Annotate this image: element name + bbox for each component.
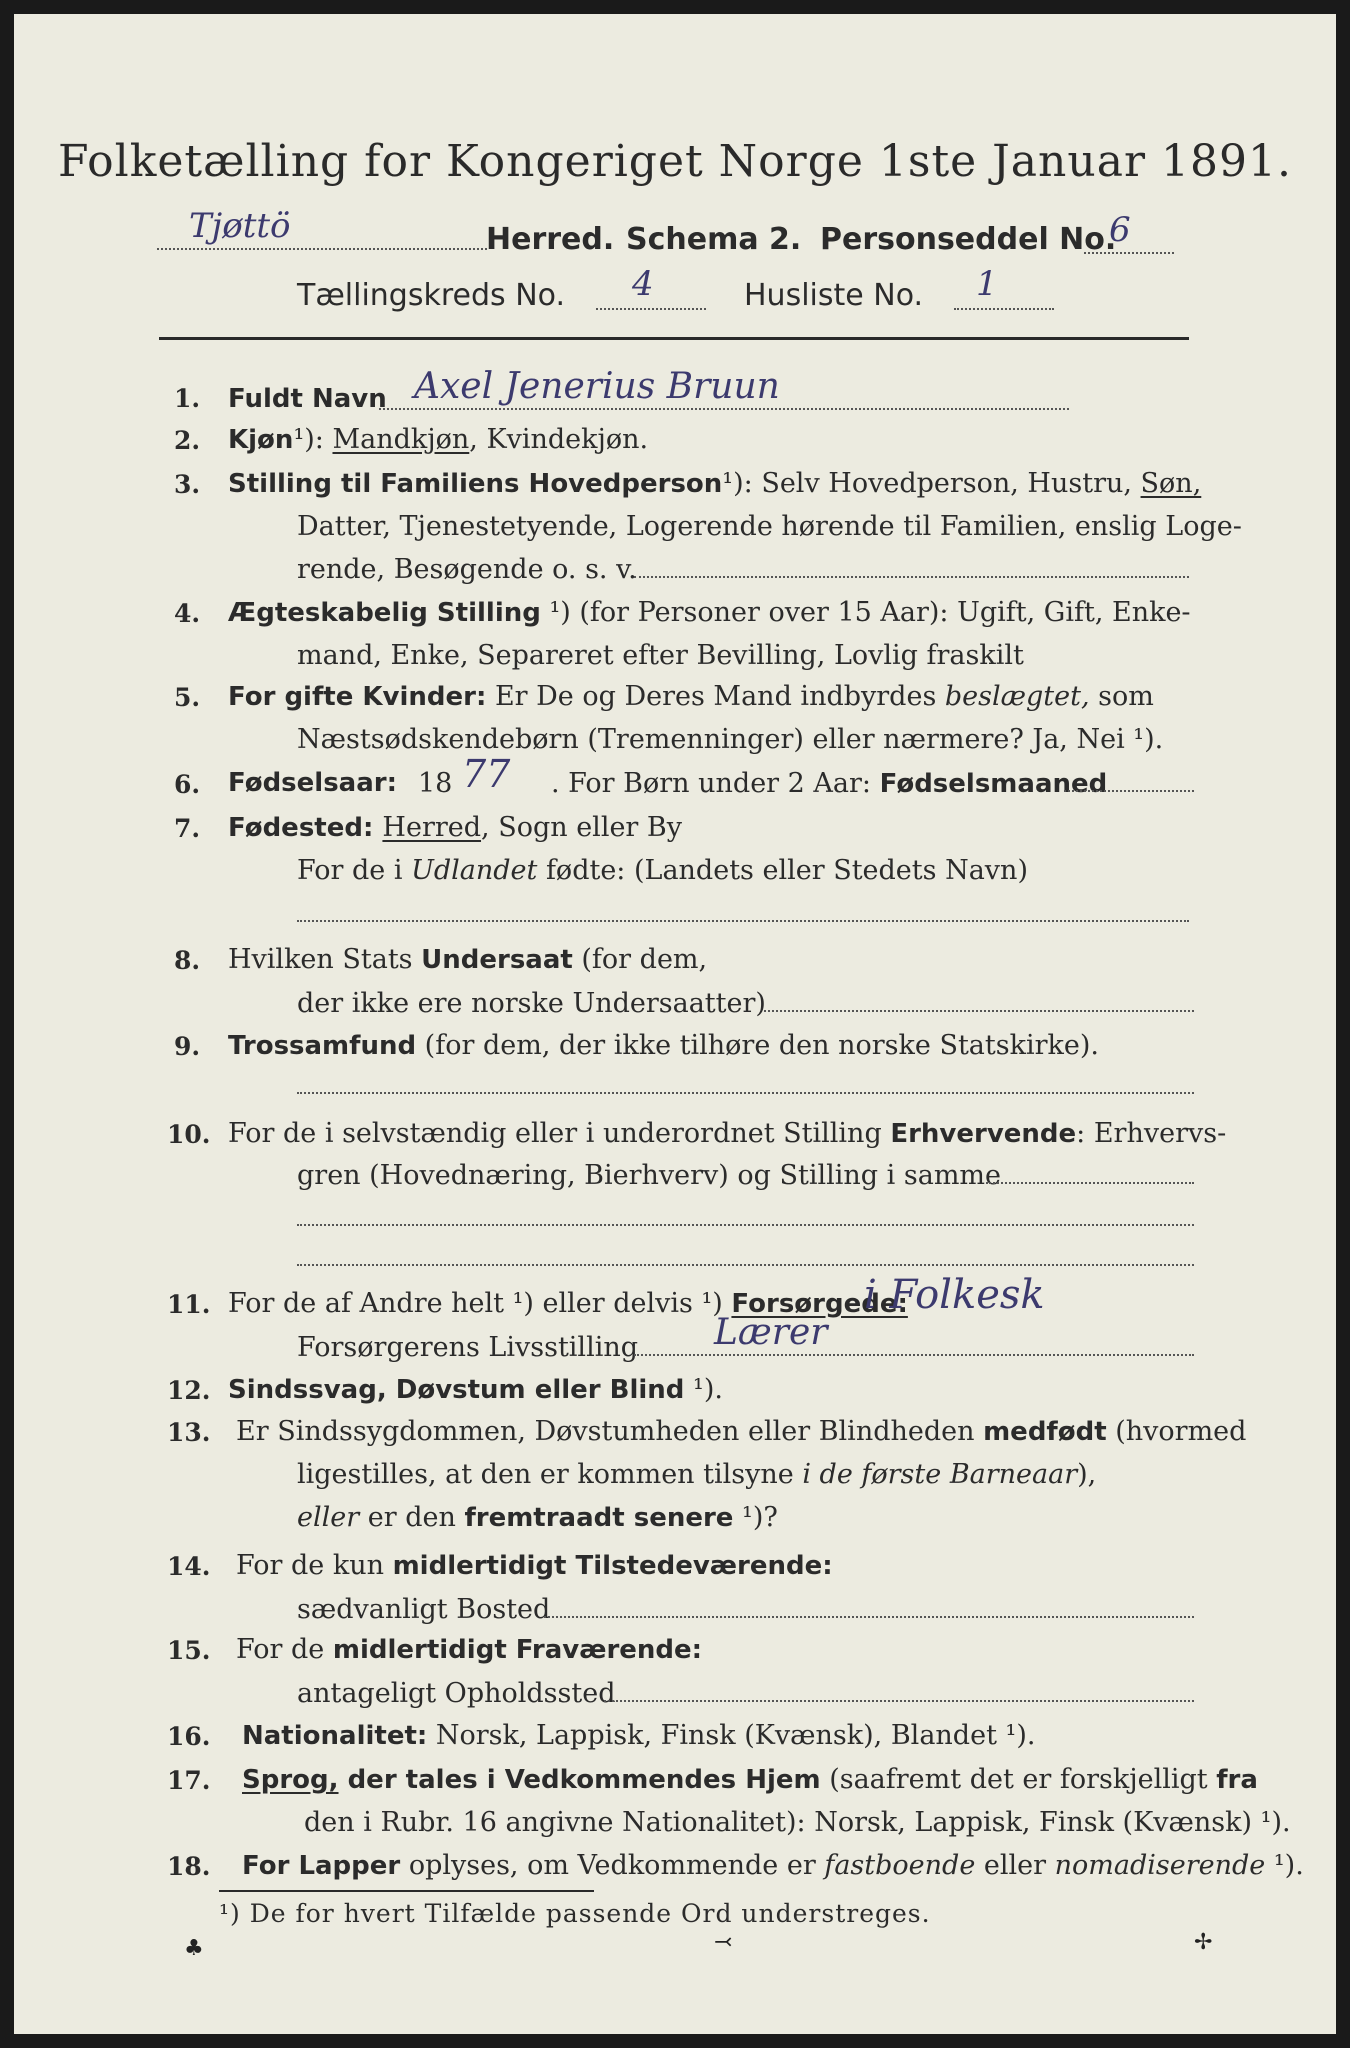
erhverv-dotted-line-3 (297, 1264, 1194, 1266)
stilling-dotted-line (634, 576, 1189, 578)
erhverv-line-1: For de i selvstændig eller i underordnet Stilling Erhvervende: Erhvervs- (228, 1118, 1227, 1149)
item-number: 8. (174, 946, 201, 975)
herred-label: Herred. (486, 222, 615, 257)
stilling-selected-option: Søn, (1140, 468, 1202, 499)
stilling-line-3: rende, Besøgende o. s. v. (297, 554, 637, 585)
trossamfund-dotted-line (297, 1092, 1194, 1094)
gifte-kvinder-line-1: For gifte Kvinder: Er De og Deres Mand indbyrdes beslægtet, som (228, 681, 1154, 712)
erhverv-line-2: gren (Hovednæring, Bierhverv) og Stilling i samme (297, 1160, 1002, 1191)
header-divider (159, 337, 1189, 340)
personseddel-label: Personseddel No. (820, 222, 1117, 257)
tellingskreds-no: 4 (632, 264, 654, 304)
ink-mark: ♣ (184, 1936, 204, 1961)
item-number: 13. (167, 1418, 211, 1447)
husliste-label: Husliste No. (744, 278, 924, 313)
footnote: ¹) De for hvert Tilfælde passende Ord understreges. (219, 1899, 931, 1928)
stilling-line-2: Datter, Tjenestetyende, Logerende hørende til Familien, enslig Loge- (297, 511, 1242, 542)
item-number: 16. (167, 1722, 211, 1751)
kjon-selected-option: Mandkjøn (332, 424, 470, 455)
item-number: 9. (174, 1032, 201, 1061)
forsorgede-value-2: Lærer (714, 1312, 828, 1353)
sprog-line-1: Sprog, der tales i Vedkommendes Hjem (saafremt det er forskjelligt fra (242, 1764, 1258, 1795)
census-form-sheet (14, 14, 1336, 2034)
aegteskab-line-1: Ægteskabelig Stilling ¹) (for Personer over 15 Aar): Ugift, Gift, Enke- (228, 597, 1191, 628)
forsorgede-line-2: Forsørgerens Livsstilling (297, 1332, 639, 1363)
nationalitet-line: Nationalitet: Norsk, Lappisk, Finsk (Kvænsk), Blandet ¹). (242, 1720, 1036, 1751)
fravaerende-line-1: For de midlertidigt Fraværende: (236, 1634, 703, 1665)
forsorgede-value-1: i Folkesk (864, 1272, 1045, 1318)
fuldt-navn-value: Axel Jenerius Bruun (414, 366, 780, 407)
undersaat-line-1: Hvilken Stats Undersaat (for dem, (228, 944, 708, 975)
item-number: 11. (167, 1290, 211, 1319)
item-number: 5. (174, 683, 201, 712)
herred-dotted-line (157, 248, 487, 250)
personseddel-dotted-line (1084, 252, 1174, 254)
name-dotted-line (379, 408, 1069, 410)
form-title: Folketælling for Kongeriget Norge 1ste Januar 1891. (58, 136, 1292, 187)
husliste-no: 1 (976, 264, 998, 304)
aegteskab-line-2: mand, Enke, Separeret efter Bevilling, Lovlig fraskilt (297, 640, 1024, 671)
item-number: 15. (167, 1636, 211, 1665)
item-number: 2. (174, 426, 201, 455)
fodselsaar-label: Fødselsaar: (228, 768, 397, 798)
gifte-kvinder-line-2: Næstsødskendebørn (Tremenninger) eller nærmere? Ja, Nei ¹). (297, 724, 1164, 755)
sindssvag-line: Sindssvag, Døvstum eller Blind ¹). (228, 1374, 723, 1405)
lapper-line: For Lapper oplyses, om Vedkommende er fastboende eller nomadiserende ¹). (242, 1850, 1304, 1881)
item-number: 18. (167, 1852, 211, 1881)
tellingskreds-dotted-line (596, 308, 706, 310)
footnote-divider (219, 1890, 594, 1892)
fodested-line-1: Fødested: Herred, Sogn eller By (228, 812, 683, 843)
stilling-line-1: Stilling til Familiens Hovedperson¹): Selv Hovedperson, Hustru, Søn, (228, 468, 1202, 499)
fodested-dotted-line (297, 920, 1189, 922)
undersaat-line-2: der ikke ere norske Undersaatter) (297, 988, 766, 1019)
erhverv-dotted-line-2 (297, 1224, 1194, 1226)
erhverv-dotted-line-1 (986, 1182, 1194, 1184)
tellingskreds-label: Tællingskreds No. (297, 278, 565, 313)
ink-mark: ⤙ (714, 1930, 733, 1955)
item-number: 3. (174, 470, 201, 499)
fodselsmaaned-dotted-line (1064, 790, 1194, 792)
item-number: 12. (167, 1376, 211, 1405)
fravaerende-line-2: antageligt Opholdssted (297, 1678, 616, 1709)
tilstedevaerende-line-1: For de kun midlertidigt Tilstedeværende: (236, 1550, 833, 1581)
forsorgede-dotted-line (634, 1354, 1194, 1356)
fodselsaar-value: 77 (462, 752, 511, 796)
fuldt-navn-label: Fuldt Navn (228, 384, 387, 414)
fodested-line-2: For de i Udlandet fødte: (Landets eller Stedets Navn) (297, 855, 1028, 886)
item-number: 14. (167, 1552, 211, 1581)
fodselsmaaned-line: . For Børn under 2 Aar: Fødselsmaaned (551, 768, 1108, 799)
fodested-selected-option: Herred (382, 812, 482, 843)
item-number: 6. (174, 770, 201, 799)
tilstedevaerende-line-2: sædvanligt Bosted (297, 1594, 551, 1625)
medfodt-line-1: Er Sindssygdommen, Døvstumheden eller Blindheden medfødt (hvormed (236, 1416, 1247, 1447)
schema-label: Schema 2. (626, 222, 802, 257)
kjon-line: Kjøn¹): Mandkjøn, Kvindekjøn. (228, 424, 649, 455)
personseddel-no: 6 (1109, 210, 1131, 250)
medfodt-line-3: eller er den fremtraadt senere ¹)? (297, 1502, 778, 1533)
herred-handwritten: Tjøttö (189, 206, 291, 246)
medfodt-line-2: ligestilles, at den er kommen tilsyne i de første Barneaar), (297, 1459, 1097, 1490)
opholdssted-dotted-line (604, 1700, 1194, 1702)
bosted-dotted-line (544, 1616, 1194, 1618)
sprog-line-2: den i Rubr. 16 angivne Nationalitet): Norsk, Lappisk, Finsk (Kvænsk) ¹). (304, 1807, 1291, 1838)
undersaat-dotted-line (764, 1010, 1194, 1012)
husliste-dotted-line (954, 308, 1054, 310)
fodselsaar-prefix: 18 (418, 768, 453, 799)
trossamfund-line: Trossamfund (for dem, der ikke tilhøre den norske Statskirke). (228, 1030, 1099, 1061)
item-number: 1. (174, 384, 201, 413)
item-number: 7. (174, 814, 201, 843)
item-number: 17. (167, 1766, 211, 1795)
ink-mark: ✢ (1194, 1930, 1213, 1955)
forsorgede-line-1: For de af Andre helt ¹) eller delvis ¹) Forsørgede: (228, 1288, 908, 1319)
item-number: 10. (167, 1120, 211, 1149)
item-number: 4. (174, 599, 201, 628)
